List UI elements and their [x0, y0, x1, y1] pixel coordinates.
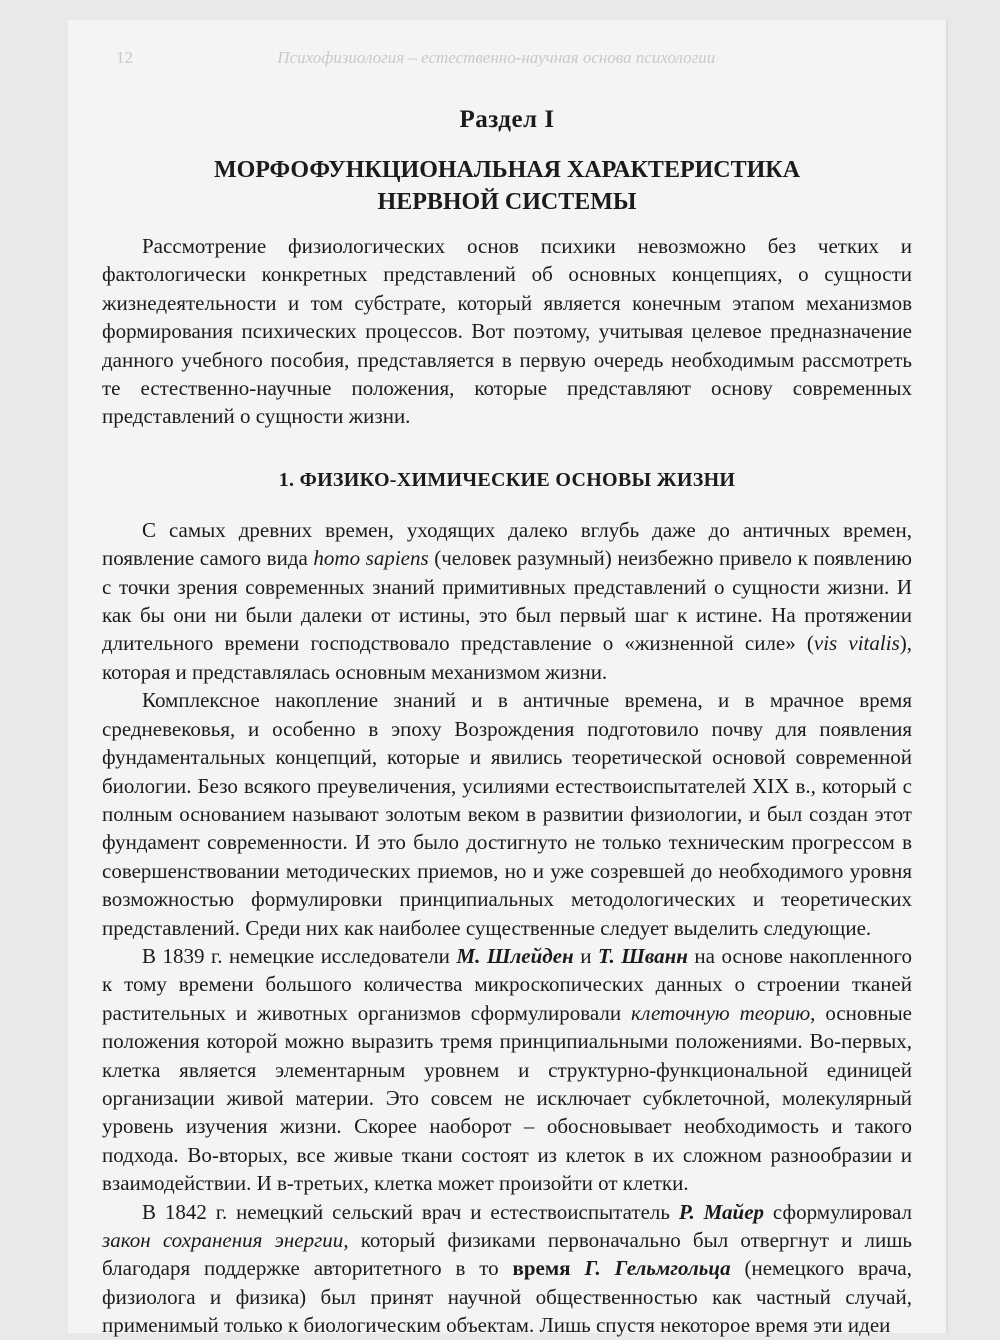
p4-text-3: , который физиками первоначально был отвергнут и лишь благодаря поддержке авторитетного в то	[102, 1228, 912, 1281]
section-title-line-1: МОРФОФУНКЦИОНАЛЬНАЯ ХАРАКТЕРИСТИКА	[213, 157, 801, 183]
p3-text-3: на основе накопленного к тому времени большого количества микроскопических данных о строении тканей растительных и животных организмов сформулировали	[102, 943, 912, 1025]
p1-text-3: ), которая и представлялась основным механизмом жизни.	[102, 631, 912, 684]
p1-italic-2: vis vitalis	[813, 631, 900, 656]
p4-text-5: (немецкого врача, физиолога и физика) был принят научной общественностью как частный случай, применимый только к биологическим объектам. Лишь спустя некоторое время эти идеи	[102, 1256, 912, 1338]
p4-text-2: сформулировал	[764, 1199, 913, 1224]
book-page	[68, 20, 948, 1338]
p3-italic-cell-theory: клеточную теорию	[631, 1000, 811, 1025]
bleed-page-number: 12	[116, 48, 133, 67]
p3-name-schwann: Т. Шванн	[597, 943, 688, 968]
p3-name-schleiden: М. Шлейден	[456, 943, 574, 968]
p1-italic-1: homo sapiens	[313, 546, 429, 571]
p4-bold-time: время	[512, 1256, 571, 1281]
p3-text-4: , основные положения которой можно выразить тремя принципиальными положениями. Во-первых, клетка является элементарным уровнем и структурно-функциональной единицей организации живой материи. Это совсем не исключает субклеточной, молекулярный уровень изучения жизни. Скорее наоборот – обосновывает необходимость и такого подхода. Во-вторых, все живые ткани состоят из клеток в их сложном разнообразии и взаимодействии. И в-третьих, клетка может произойти от клетки.	[102, 1000, 913, 1196]
p4-name-mayer: Р. Майер	[678, 1199, 765, 1224]
paragraph-3	[102, 942, 912, 1198]
p4-text-1: В 1842 г. немецкий сельский врач и естествоиспытатель	[142, 1199, 679, 1224]
p4-italic-energy-law: закон сохранения энергии	[102, 1228, 344, 1252]
section-title	[102, 154, 912, 218]
intro-paragraph: Рассмотрение физиологических основ психики невозможно без четких и фактологически конкретных представлений об основных концепциях, о сущности жизнедеятельности и том субстрате, который является конечным этапом механизмов формирования психических процессов. Вот поэтому, учитывая целевое предназначение данного учебного пособия, представляется в первую очередь необходимым рассмотреть те естественно-научные положения, которые представляют основу современных представлений о сущности жизни.	[102, 234, 912, 429]
chapter-title: 1. ФИЗИКО-ХИМИЧЕСКИЕ ОСНОВЫ ЖИЗНИ	[278, 468, 736, 491]
p4-text-4	[571, 1256, 585, 1280]
paragraph-1	[102, 516, 912, 686]
bleed-running-title: Психофизиология – естественно-научная основа психологии	[277, 48, 716, 67]
section-label: Раздел I	[459, 106, 555, 133]
bleed-through-header	[116, 48, 936, 68]
p1-text-2: (человек разумный) неизбежно привело к появлению с точки зрения современных знаний примитивных представлений о сущности жизни. И как бы они ни были далеки от истины, это был первый шаг к истине. На протяжении длительного времени господствовало представление о «жизненной силе» (	[102, 546, 912, 656]
paragraph-2: Комплексное накопление знаний и в античные времена, и в мрачное время средневековья, и особенно в эпоху Возрождения подготовило почву для появления фундаментальных концепций, которые и явились теоретической основой современной биологии. Безо всякого преувеличения, усилиями естествоиспытателей XIX в., который с полным основанием называют золотым веком в развитии физиологии, и был создан этот фундамент современности. И это было достигнуто не только техническим прогрессом в совершенствовании методических приемов, но и уже созревшей до необходимого уровня возможностью формулировки принципиальных методологических и теоретических представлений. Среди них как наиболее существенные следует выделить следующие.	[102, 688, 912, 940]
p3-text-2: и	[573, 943, 598, 968]
page-content	[102, 106, 912, 1340]
p1-text-1: С самых древних времен, уходящих далеко вглубь даже до античных времен, появление самого вида	[102, 517, 912, 571]
p4-name-helmholtz: Г. Гельмгольца	[584, 1256, 731, 1281]
paragraph-4	[102, 1198, 912, 1340]
p3-text-1: В 1839 г. немецкие исследователи	[142, 943, 457, 968]
section-title-line-2: НЕРВНОЙ СИСТЕМЫ	[377, 189, 637, 215]
